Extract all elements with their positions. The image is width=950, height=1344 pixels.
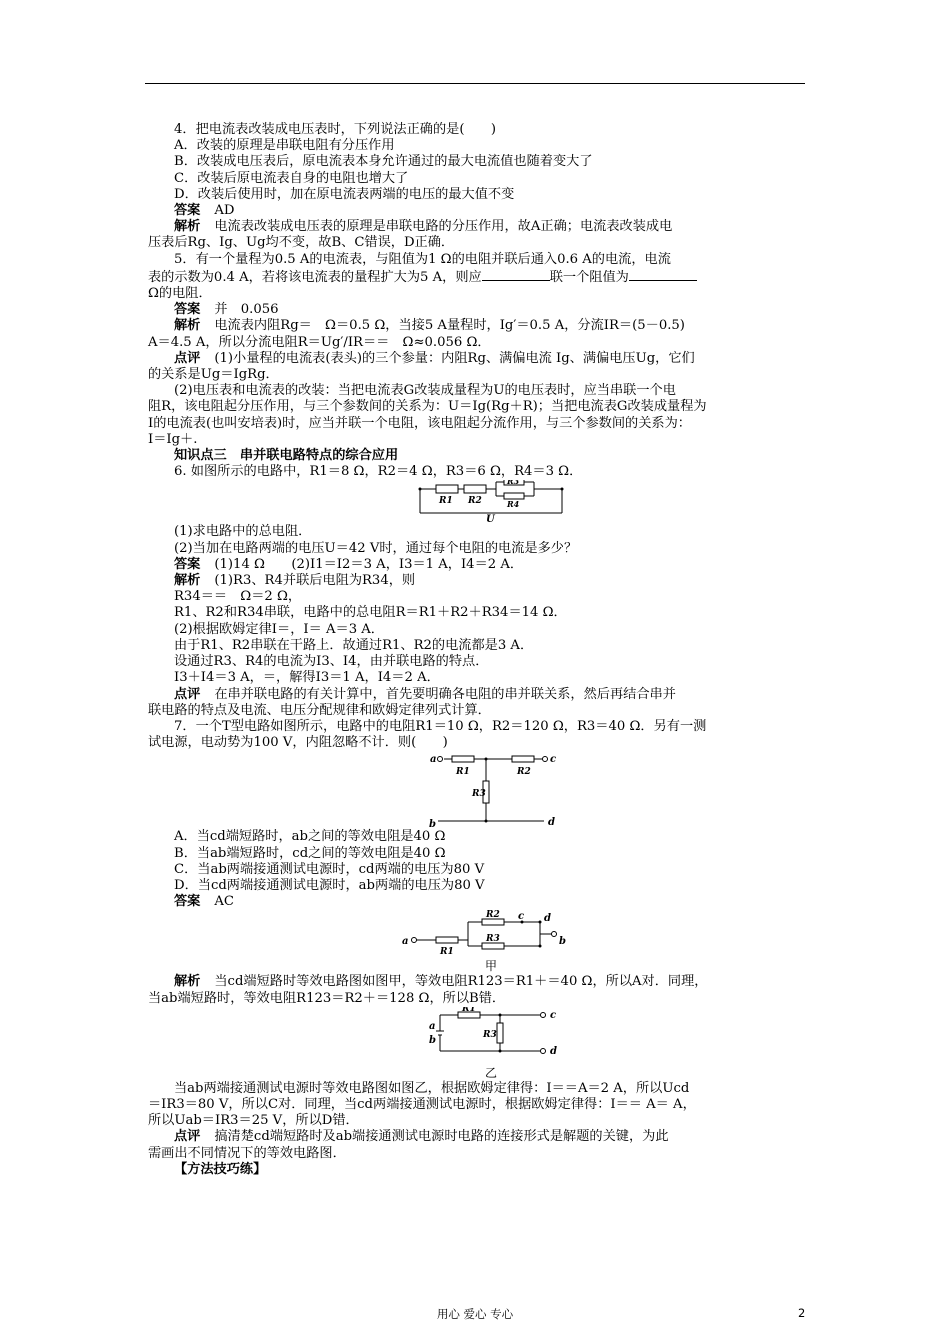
q6-analysis xyxy=(174,573,810,589)
q5-line2-text: 表的示数为0.4 A，若将该电流表的量程扩大为5 A，则应 xyxy=(148,269,482,285)
jia-label-r3: R3 xyxy=(486,934,500,945)
q5-answer-value: 并 0.056 xyxy=(214,302,279,318)
q7-figure-yi xyxy=(174,1007,810,1081)
q4-option-d: D．改装后使用时，加在原电流表两端的电压的最大值不变 xyxy=(174,186,515,202)
q7-comment xyxy=(174,1129,810,1145)
q5-comment-line4: 阻R，该电阻起分压作用，与三个参数间的关系为：U＝Ig(Rg＋R)；当把电流表G改装成量程为 xyxy=(148,399,707,415)
q4-option-a: A．改装的原理是串联电阻有分压作用 xyxy=(174,138,395,154)
q4-answer-value: AD xyxy=(214,203,235,219)
q5-comment-line5: I的电流表(也叫安培表)时，应当并联一个电阻，该电阻起分流作用，与三个参数间的关系为： xyxy=(148,415,691,431)
yi-label-b: b xyxy=(429,1034,436,1046)
q6-label-r3: R3 xyxy=(507,480,520,487)
q7-t-circuit-figure xyxy=(174,751,810,829)
answer-label: 答案 xyxy=(174,894,201,910)
q7-comment-line1: 搞清楚cd端短路时及ab端接通测试电源时电路的连接形式是解题的关键，为此 xyxy=(214,1129,669,1145)
q7-figure-jia xyxy=(174,910,810,974)
q7-analysis-line2: 当ab端短路时，等效电阻R123＝R2＋＝128 Ω，所以B错． xyxy=(148,990,506,1006)
q6-label-r4: R4 xyxy=(507,499,520,510)
method-heading: 【方法技巧练】 xyxy=(174,1161,267,1177)
q4-option-b: B．改装成电压表后，原电流表本身允许通过的最大电流值也随着变大了 xyxy=(174,154,593,170)
yi-label-r3: R3 xyxy=(483,1029,497,1040)
analysis-label: 解析 xyxy=(174,573,201,589)
q5-line1: 5．有一个量程为0.5 A的电流表，与阻值为1 Ω的电阻并联后通入0.6 A的电流，电流 xyxy=(174,251,671,267)
q7-label-a: a xyxy=(430,754,437,766)
q6-label-r2: R2 xyxy=(468,496,482,507)
q6-answer-value: (1)14 Ω (2)I1＝I2＝3 A，I3＝1 A，I4＝2 A． xyxy=(214,556,524,572)
q4-option-c: C．改装后原电流表自身的电阻也增大了 xyxy=(174,170,409,186)
jia-label-r1: R1 xyxy=(440,947,454,958)
q7-analysis-line1: 当cd端短路时等效电路图如图甲，等效电阻R123＝R1＋＝40 Ω，所以A对．同理， xyxy=(214,974,708,990)
q7-circuit-yi xyxy=(174,1007,810,1081)
q6-circuit-diagram xyxy=(174,480,810,524)
q6-comment xyxy=(174,687,810,703)
q7-analysis-line5: 所以Uab＝IR3＝25 V，所以D错． xyxy=(148,1113,359,1129)
q5-comment-line3: (2)电压表和电流表的改装：当把电流表G改装成量程为U的电压表时，应当串联一个电 xyxy=(174,383,676,399)
q6-analysis-line4: (2)根据欧姆定律I＝，I＝ A＝3 A． xyxy=(174,621,384,637)
q6-sub2: (2)当加在电路两端的电压U＝42 V时，通过每个电阻的电流是多少？ xyxy=(174,540,578,556)
page-number: 2 xyxy=(798,1306,806,1320)
q7-label-r2: R2 xyxy=(517,767,531,778)
q6-analysis-line6: 设通过R3、R4的电流为I3、I4，由并联电路的特点． xyxy=(174,654,489,670)
q4-analysis-line1: 电流表改装成电压表的原理是串联电路的分压作用，故A正确；电流表改装成电 xyxy=(214,219,673,235)
q4-analysis xyxy=(174,219,810,235)
q7-label-b: b xyxy=(429,819,436,830)
jia-label-r2: R2 xyxy=(486,910,500,921)
section-heading: 知识点三 串并联电路特点的综合应用 xyxy=(174,448,399,464)
q5-answer xyxy=(174,302,810,318)
q4-stem: 4．把电流表改装成电压表时，下列说法正确的是( ) xyxy=(174,122,496,137)
q5-comment-line2: 的关系是Ug＝IgRg． xyxy=(148,367,279,383)
q6-comment-line2: 联电路的特点及电流、电压分配规律和欧姆定律列式计算． xyxy=(148,702,491,718)
q7-t-circuit-diagram xyxy=(174,751,810,829)
q7-option-b: B．当ab端短路时，cd之间的等效电阻是40 Ω xyxy=(174,845,446,861)
q7-analysis xyxy=(174,974,810,990)
q5-blank-1 xyxy=(482,268,550,281)
comment-label: 点评 xyxy=(174,350,201,366)
q5-blank-2 xyxy=(629,268,697,281)
answer-label: 答案 xyxy=(174,203,201,219)
q6-sub1: (1)求电路中的总电阻． xyxy=(174,524,312,540)
q7-label-d: d xyxy=(548,817,555,829)
q7-option-c: C．当ab两端接通测试电源时，cd两端的电压为80 V xyxy=(174,861,485,877)
answer-label: 答案 xyxy=(174,556,201,572)
yi-label-r1: R1 xyxy=(462,1006,476,1014)
q6-analysis-line7: I3＋I4＝3 A，＝，解得I3＝1 A，I4＝2 A． xyxy=(174,670,440,686)
q5-comment xyxy=(174,351,810,367)
q6-label-r1: R1 xyxy=(439,496,453,507)
q6-circuit-figure xyxy=(174,480,810,524)
page-footer: 用心 爱心 专心 xyxy=(436,1307,514,1321)
q7-answer xyxy=(174,894,810,910)
q6-stem: 6. 如图所示的电路中，R1＝8 Ω，R2＝4 Ω，R3＝6 Ω，R4＝3 Ω． xyxy=(174,464,583,480)
q6-analysis-line1: (1)R3、R4并联后电阻为R34，则 xyxy=(214,573,416,589)
jia-label-a: a xyxy=(402,936,409,948)
answer-label: 答案 xyxy=(174,302,201,318)
header-rule xyxy=(145,83,805,84)
q5-analysis-line1: 电流表内阻Rg＝ Ω＝0.5 Ω，当接5 A量程时，Ig′＝0.5 A，分流IR＝(5－0.5) xyxy=(214,318,685,334)
figure-caption-yi: 乙 xyxy=(485,1065,498,1080)
q7-label-r3: R3 xyxy=(472,789,486,800)
q7-answer-value: AC xyxy=(214,894,234,910)
q7-label-c: c xyxy=(550,754,557,766)
q6-label-u: U xyxy=(486,514,495,525)
yi-label-d: d xyxy=(550,1045,557,1057)
page-content xyxy=(148,122,810,1178)
q7-line1: 7．一个T型电路如图所示，电路中的电阻R1＝10 Ω，R2＝120 Ω，R3＝40 Ω．另有一测 xyxy=(174,718,707,734)
q7-option-a: A．当cd端短路时，ab之间的等效电阻是40 Ω xyxy=(174,829,446,845)
q7-analysis-line4: ＝IR3＝80 V，所以C对．同理，当cd两端接通测试电源时，根据欧姆定律得：I＝＝ A＝ A， xyxy=(148,1096,696,1112)
q4-analysis-line2: 压表后Rg、Ig、Ug均不变，故B、C错误，D正确． xyxy=(148,235,455,251)
q6-comment-line1: 在串并联电路的有关计算中，首先要明确各电阻的串并联关系，然后再结合串并 xyxy=(214,686,676,702)
q5-analysis-line2: A＝4.5 A，所以分流电阻R＝Ug′/IR＝＝ Ω≈0.056 Ω． xyxy=(148,334,491,350)
q7-label-r1: R1 xyxy=(456,767,470,778)
jia-label-d: d xyxy=(544,913,551,925)
q6-analysis-line3: R1、R2和R34串联，电路中的总电阻R＝R1＋R2＋R34＝14 Ω． xyxy=(174,605,567,621)
comment-label: 点评 xyxy=(174,1129,201,1145)
jia-label-b: b xyxy=(559,936,566,948)
comment-label: 点评 xyxy=(174,686,201,702)
q5-line3: Ω的电阻． xyxy=(148,286,212,302)
q7-comment-line2: 需画出不同情况下的等效电路图． xyxy=(148,1145,346,1161)
q4-answer xyxy=(174,203,810,219)
analysis-label: 解析 xyxy=(174,219,201,235)
yi-label-c: c xyxy=(550,1009,557,1021)
figure-caption-jia: 甲 xyxy=(485,959,498,974)
q7-option-d: D．当cd两端接通测试电源时，ab两端的电压为80 V xyxy=(174,877,485,893)
q6-answer xyxy=(174,557,810,573)
analysis-label: 解析 xyxy=(174,318,201,334)
jia-label-c: c xyxy=(518,911,525,923)
q7-line2: 试电源，电动势为100 V，内阻忽略不计．则( ) xyxy=(148,735,448,751)
q6-analysis-line2: R34＝＝ Ω＝2 Ω， xyxy=(174,589,302,605)
q5-analysis xyxy=(174,318,810,334)
q7-circuit-jia xyxy=(174,910,810,974)
q5-comment-line6: I＝Ig＋. xyxy=(148,431,198,447)
q5-comment-line1: (1)小量程的电流表(表头)的三个参量：内阻Rg、满偏电流 Ig、满偏电压Ug，它们 xyxy=(214,350,695,366)
analysis-label: 解析 xyxy=(174,974,201,990)
q5-line2b-text: 联一个阻值为 xyxy=(549,269,629,285)
q7-analysis-line3: 当ab两端接通测试电源时等效电路图如图乙，根据欧姆定律得：I＝＝A＝2 A，所以Ucd xyxy=(174,1080,690,1096)
q5-line2 xyxy=(148,268,810,286)
q6-analysis-line5: 由于R1、R2串联在干路上．故通过R1、R2的电流都是3 A． xyxy=(174,637,534,653)
yi-label-a: a xyxy=(429,1020,436,1032)
